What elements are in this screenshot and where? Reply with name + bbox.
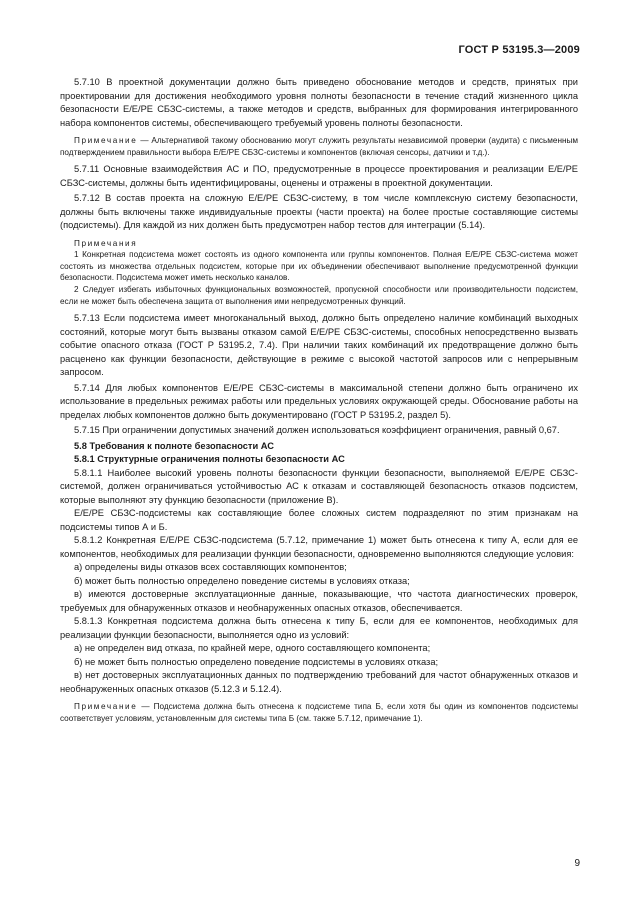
note-text: — Подсистема должна быть отнесена к подсистеме типа Б, если хотя бы один из компонентов подсистемы соответствует условиям, установленным для системы типа Б (см. также 5.7.12, примечание 1).	[60, 702, 578, 723]
note-5-7-10	[60, 135, 578, 158]
note-text: — Альтернативой такому обоснованию могут служить результаты независимой проверки (аудита) с письменным подтверждением правильности выбора Е/Е/РЕ СБЗС-системы и компонентов (включая сенсоры, датчики и т.д.).	[60, 136, 578, 157]
list-item-type-a-c: в) имеются достоверные эксплуатационные данные, показывающие, что частота диагностических проверок, требуемых для обнаруженных отказов и необнаруженных опасных отказов, обеспечивается.	[60, 589, 578, 613]
list-item-type-b-c: в) нет достоверных эксплуатационных данных по подтверждению требований для частот обнаруженных отказов и необнаруженных опасных отказов (5.12.3 и 5.12.4).	[60, 670, 578, 694]
paragraph-5-8-1-3: 5.8.1.3 Конкретная подсистема должна быть отнесена к типу Б, если для ее компонентов, необходимых для реализации функции безопасности, выполняется одно из условий:	[60, 616, 578, 640]
list-item-type-a-a: а) определены виды отказов всех составляющих компонентов;	[74, 562, 347, 573]
notes-heading: Примечания	[74, 238, 138, 248]
paragraph-5-7-14: 5.7.14 Для любых компонентов Е/Е/РЕ СБЗС-системы в максимальной степени должно быть ограничено их использование в предельных режимах работы или предельных условиях окружающей среды. Обоснование работы на пределах любых компонентов должно быть документировано (ГОСТ Р 53195.2, раздел 5).	[60, 382, 578, 420]
document-header: ГОСТ Р 53195.3—2009	[458, 44, 580, 56]
paragraph-5-7-11: 5.7.11 Основные взаимодействия АС и ПО, предусмотренные в процессе проектирования и реализации Е/Е/РЕ СБЗС-системы, должны быть идентифицированы, оценены и отражены в проектной документации.	[60, 164, 578, 188]
list-item-type-a-b: б) может быть полностью определено поведение системы в условиях отказа;	[74, 575, 410, 586]
paragraph-5-7-15: 5.7.15 При ограничении допустимых значений должен использоваться коэффициент ограничения, равный 0,67.	[74, 425, 560, 436]
paragraph-5-7-10: 5.7.10 В проектной документации должно быть приведено обоснование методов и средств, принятых при проектировании для достижения необходимого уровня полноты безопасности в течение стадий жизненного цикла безопасности Е/Е/РЕ СБЗС-системы, а также методов и средств, выбранных для формирования интегрированного набора компонентов системы, обеспечивающего требуемый уровень полноты безопасности.	[60, 77, 578, 128]
list-item-type-b-b: б) не может быть полностью определено поведение подсистемы в условиях отказа;	[74, 656, 439, 667]
section-heading-5-8: 5.8 Требования к полноте безопасности АС	[74, 440, 274, 451]
paragraph-5-8-1-2: 5.8.1.2 Конкретная Е/Е/РЕ СБЗС-подсистема (5.7.12, примечание 1) может быть отнесена к типу А, если для ее компонентов, необходимых для реализации функции безопасности, одновременно выполняются следующие условия:	[60, 535, 578, 559]
section-heading-5-8-1: 5.8.1 Структурные ограничения полноты безопасности АС	[74, 454, 345, 465]
paragraph-5-7-13: 5.7.13 Если подсистема имеет многоканальный выход, должно быть определено наличие комбинаций выходных состояний, которые могут быть вызваны отказом самой Е/Е/РЕ СБЗС-системы, способных непосредственно вызвать событие опасного отказа (ГОСТ Р 53195.2, 7.4). При наличии таких комбинаций их предотвращение должно быть расценено как функции безопасности, действующие в режиме с высокой частотой запросов или с непрерывным запросом.	[60, 313, 578, 378]
document-body	[60, 76, 578, 724]
note-label: Примечание	[74, 702, 138, 712]
paragraph-5-7-12: 5.7.12 В состав проекта на сложную Е/Е/РЕ СБЗС-систему, в том числе комплексную систему безопасности, должны быть включены также индивидуальные проекты (части проекта) на более простые составляющие системы (подсистемы). Для каждой из них должен быть предусмотрен набор тестов для интеграции (5.14).	[60, 193, 578, 231]
paragraph-5-8-1-1: 5.8.1.1 Наиболее высокий уровень полноты безопасности функции безопасности, выполняемой Е/Е/РЕ СБЗС-системой, должен ограничиваться устойчивостью АС к отказам и составляющей безопасность отказов подсистем, которые выполняют эту функцию безопасности (приложение В).	[60, 467, 578, 505]
note-label: Примечание	[74, 136, 138, 145]
note-item-2: 2 Следует избегать избыточных функциональных возможностей, пропускной способности или производительности подсистем, если не может быть обеспечена защита от выполнения ими непредусмотренных функций.	[60, 285, 578, 306]
note-type-b	[60, 701, 578, 724]
list-item-type-b-a: а) не определен вид отказа, по крайней мере, одного составляющего компонента;	[74, 643, 431, 654]
note-item-1: 1 Конкретная подсистема может состоять из одного компонента или группы компонентов. Полная Е/Е/РЕ СБЗС-система может состоять из множества отдельных подсистем, которые при их объединении обеспечивают выполнение предусмотренной функции безопасности. Подсистема может иметь несколько каналов.	[60, 250, 578, 283]
paragraph-subsystem-types: Е/Е/РЕ СБЗС-подсистемы как составляющие более сложных систем подразделяют по этим признакам на подсистемы типов А и Б.	[60, 508, 578, 532]
page-number: 9	[574, 858, 580, 869]
